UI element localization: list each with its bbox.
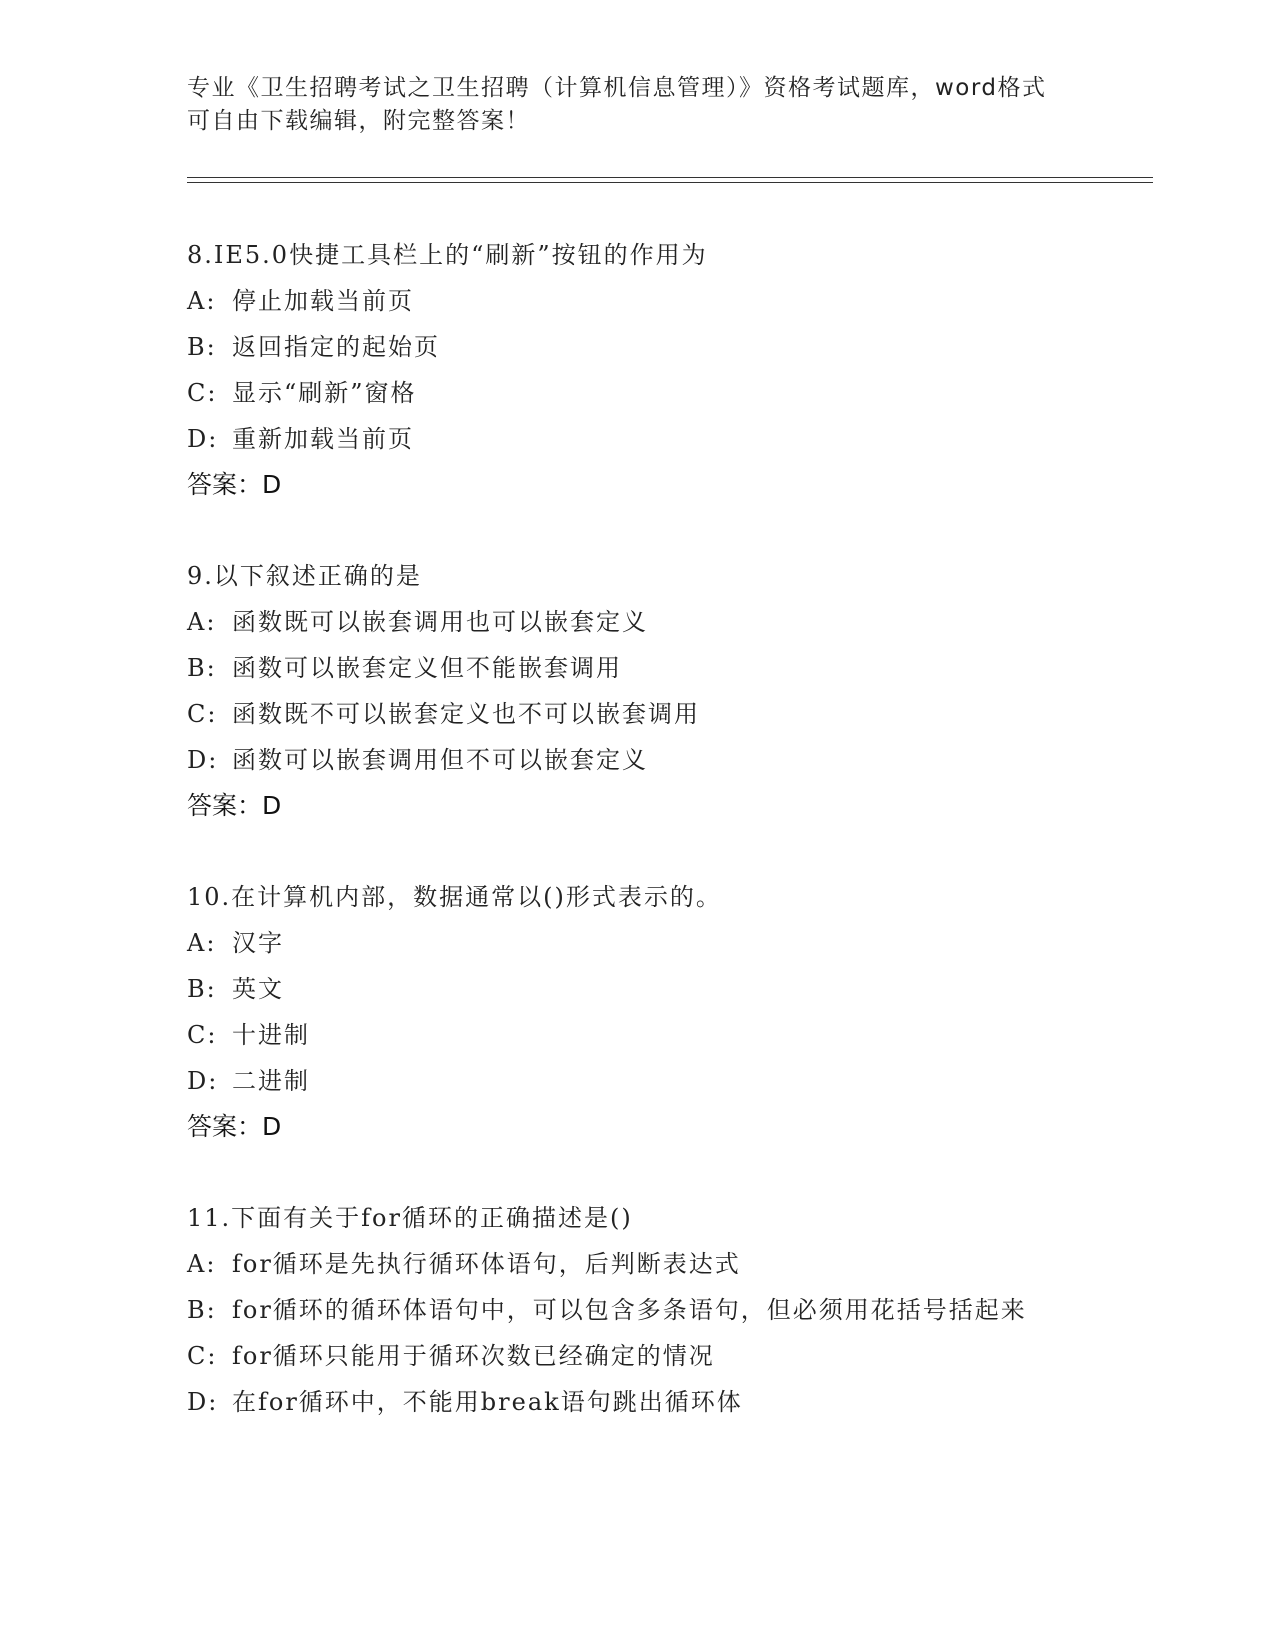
option-text: 在for循环中，不能用break语句跳出循环体 [232, 1388, 743, 1416]
option-d [187, 737, 1087, 783]
option-label: B: [187, 975, 217, 1003]
option-label: A: [187, 929, 217, 957]
option-text: 汉字 [232, 929, 284, 957]
option-label: C: [187, 379, 218, 407]
option-c [187, 1333, 1087, 1379]
option-label: B: [187, 654, 217, 682]
option-text: for循环是先执行循环体语句，后判断表达式 [232, 1250, 741, 1278]
header-rule-top [187, 177, 1153, 178]
header-word-format: word [935, 75, 998, 101]
question-stem: 11.下面有关于for循环的正确描述是() [187, 1204, 633, 1232]
option-text: 英文 [232, 975, 284, 1003]
option-label: B: [187, 1296, 217, 1324]
option-c [187, 691, 1087, 737]
header-rule-bottom [187, 182, 1153, 183]
header-title: 专业《卫生招聘考试之卫生招聘（计算机信息管理）》资格考试题库， [187, 75, 935, 101]
option-label: D: [187, 425, 219, 453]
option-a [187, 920, 1087, 966]
option-label: A: [187, 287, 217, 315]
option-text: 函数可以嵌套调用但不可以嵌套定义 [232, 746, 648, 774]
option-b [187, 324, 1087, 370]
option-b [187, 645, 1087, 691]
option-label: A: [187, 608, 217, 636]
option-label: D: [187, 746, 219, 774]
option-text: 重新加载当前页 [232, 425, 414, 453]
option-text: for循环的循环体语句中，可以包含多条语句，但必须用花括号括起来 [232, 1296, 1027, 1324]
option-d [187, 1379, 1087, 1425]
option-label: C: [187, 1021, 218, 1049]
header-line-1 [187, 72, 1067, 105]
answer-line: 答案：D [187, 1112, 282, 1141]
option-d [187, 1058, 1087, 1104]
answer-line: 答案：D [187, 470, 282, 499]
document-header [187, 72, 1067, 138]
header-format-suffix: 格式 [997, 75, 1047, 101]
option-text: 停止加载当前页 [232, 287, 414, 315]
option-text: 显示“刷新”窗格 [232, 379, 417, 407]
option-text: 函数既可以嵌套调用也可以嵌套定义 [232, 608, 648, 636]
option-label: C: [187, 700, 218, 728]
option-a [187, 278, 1087, 324]
question-8 [187, 232, 1087, 508]
question-stem: 10.在计算机内部，数据通常以()形式表示的。 [187, 883, 722, 911]
option-label: D: [187, 1388, 219, 1416]
question-9 [187, 553, 1087, 829]
option-text: 十进制 [232, 1021, 310, 1049]
option-c [187, 370, 1087, 416]
question-11 [187, 1195, 1087, 1425]
question-stem: 9.以下叙述正确的是 [187, 562, 422, 590]
option-label: A: [187, 1250, 217, 1278]
question-list [187, 232, 1087, 1470]
question-stem: 8.IE5.0快捷工具栏上的“刷新”按钮的作用为 [187, 241, 708, 269]
option-c [187, 1012, 1087, 1058]
option-a [187, 1241, 1087, 1287]
option-label: C: [187, 1342, 218, 1370]
header-line-2: 可自由下载编辑，附完整答案！ [187, 108, 530, 134]
option-text: 函数既不可以嵌套定义也不可以嵌套调用 [232, 700, 700, 728]
option-b [187, 966, 1087, 1012]
option-label: D: [187, 1067, 219, 1095]
option-d [187, 416, 1087, 462]
question-10 [187, 874, 1087, 1150]
option-b [187, 1287, 1067, 1333]
option-text: 返回指定的起始页 [232, 333, 440, 361]
option-text: for循环只能用于循环次数已经确定的情况 [232, 1342, 715, 1370]
option-text: 二进制 [232, 1067, 310, 1095]
option-text: 函数可以嵌套定义但不能嵌套调用 [232, 654, 622, 682]
answer-line: 答案：D [187, 791, 282, 820]
option-a [187, 599, 1087, 645]
option-label: B: [187, 333, 217, 361]
